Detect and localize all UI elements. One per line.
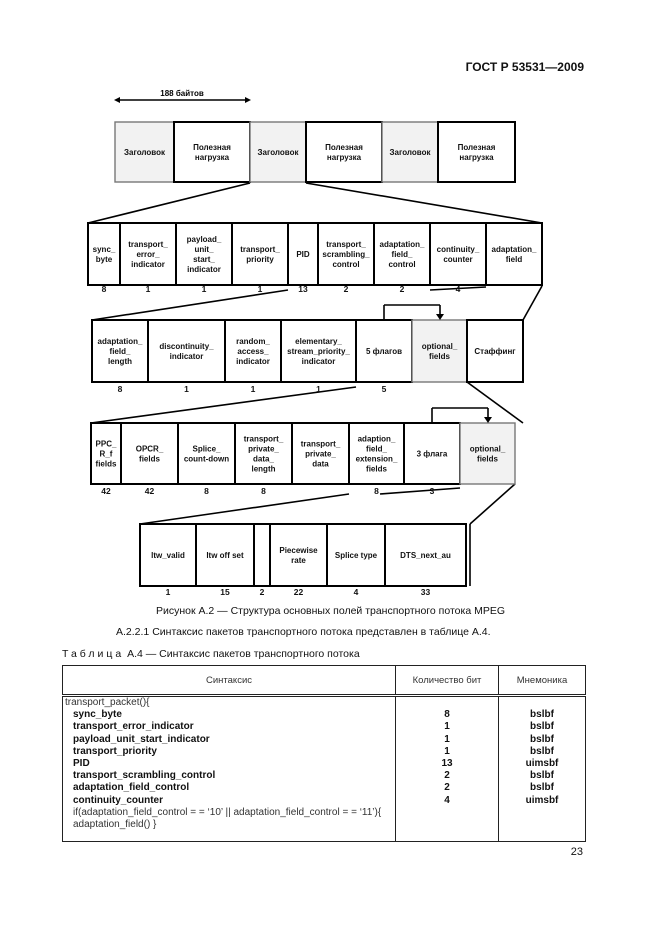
- table-caption-text: А.4 — Синтаксис пакетов транспортного потока: [124, 648, 360, 660]
- syntax-field: transport_scrambling_control: [73, 770, 216, 782]
- field-label: elementary_: [295, 337, 342, 346]
- field-label: нагрузка: [194, 153, 230, 162]
- col-header-syntax: Синтаксис: [63, 666, 396, 696]
- field-box: [121, 423, 178, 484]
- bit-count: 8: [204, 486, 209, 496]
- field-box: [412, 320, 467, 382]
- field-label: ltw_valid: [151, 551, 185, 560]
- field-label: transport_: [240, 245, 280, 254]
- field-label: transport_: [128, 240, 168, 249]
- field-label: continuity_: [436, 245, 480, 254]
- mnemonic-value: bslbf: [530, 770, 554, 782]
- syntax-condition: if(adaptation_field_control = = ‘10’ || adaptation_field_control = = ‘11’){: [73, 806, 382, 818]
- field-label: private_: [248, 444, 279, 454]
- field-label: Стаффинг: [474, 347, 516, 356]
- syntax-table: [62, 665, 586, 842]
- field-box: [232, 223, 288, 285]
- mnemonic-value: uimsbf: [525, 757, 559, 769]
- field-label: error_: [136, 250, 160, 259]
- field-label: field_: [366, 444, 387, 454]
- bits-value: 13: [441, 757, 453, 769]
- mnemonic-value: uimsbf: [525, 794, 559, 806]
- bit-count: 22: [293, 587, 304, 597]
- bit-count: 13: [298, 284, 308, 294]
- bits-value: 4: [444, 794, 450, 806]
- field-label: adaptation_: [379, 240, 425, 249]
- syntax-condition-body: adaptation_field() }: [73, 818, 157, 830]
- field-box: [254, 524, 270, 586]
- bit-count: 1: [250, 384, 256, 394]
- mnemonic-cell: [499, 696, 586, 842]
- bit-count: 1: [145, 284, 151, 294]
- field-label: access_: [237, 347, 269, 356]
- field-label: 3 флага: [416, 449, 448, 459]
- field-label: count-down: [183, 454, 230, 464]
- field-label: optional_: [469, 444, 506, 454]
- mnemonic-value: bslbf: [530, 782, 554, 794]
- syntax-field: continuity_counter: [73, 794, 164, 806]
- bit-count: 2: [259, 587, 265, 597]
- bit-count: 8: [117, 384, 123, 394]
- field-label: random_: [236, 337, 270, 346]
- field-label: DTS_next_au: [400, 551, 451, 560]
- field-label: start_: [193, 255, 215, 264]
- bit-count: 1: [316, 384, 321, 394]
- bit-count: 4: [353, 587, 359, 597]
- bits-value: 1: [444, 745, 450, 757]
- field-label: PPC_: [95, 439, 117, 449]
- field-box: [178, 423, 235, 484]
- bit-count: 2: [343, 284, 349, 294]
- page-number: 23: [570, 846, 583, 858]
- bytes-label: 188 байтов: [160, 89, 204, 98]
- field-label: stream_priority_: [287, 347, 350, 356]
- field-label: unit_: [194, 245, 214, 254]
- bit-count: 1: [201, 284, 207, 294]
- bit-count: 15: [220, 587, 230, 597]
- figure-caption: Рисунок А.2 — Структура основных полей транспортного потока MPEG: [155, 605, 505, 617]
- field-label: indicator: [301, 357, 336, 366]
- packet-stream-row: [115, 122, 515, 182]
- field-label: payload_: [186, 235, 222, 244]
- field-label: Полезная: [193, 143, 231, 152]
- field-label: fields: [477, 454, 498, 464]
- field-box: [235, 423, 292, 484]
- bits-cell: [396, 696, 499, 842]
- bits-value: 1: [444, 721, 450, 733]
- syntax-field: payload_unit_start_indicator: [73, 733, 210, 745]
- table-caption-prefix: Таблица: [62, 648, 125, 660]
- field-box: [430, 223, 486, 285]
- bit-count: 33: [420, 587, 431, 597]
- field-label: indicator: [131, 260, 165, 269]
- bit-count: 1: [257, 284, 263, 294]
- syntax-field: transport_priority: [73, 745, 157, 757]
- field-label: Заголовок: [124, 148, 165, 157]
- packet-header-row: [88, 223, 542, 294]
- field-box: [88, 223, 120, 285]
- bit-count: 2: [399, 284, 405, 294]
- field-box: [438, 122, 515, 182]
- field-label: Заголовок: [389, 148, 431, 157]
- field-label: control: [388, 260, 416, 269]
- field-label: Splice_: [192, 444, 221, 454]
- field-label: 5 флагов: [365, 347, 403, 356]
- field-label: transport_: [326, 240, 366, 249]
- syntax-field: sync_byte: [73, 709, 122, 721]
- field-label: optional_: [421, 342, 458, 351]
- syntax-cell: [63, 696, 396, 842]
- field-label: field_: [109, 347, 131, 356]
- bits-value: 2: [444, 770, 450, 782]
- syntax-field: adaptation_field_control: [73, 782, 190, 794]
- field-label: field: [505, 255, 523, 264]
- field-label: byte: [95, 255, 113, 264]
- syntax-field: transport_error_indicator: [73, 721, 194, 733]
- adaptation-extension-row: [140, 524, 466, 597]
- field-label: Полезная: [457, 143, 496, 152]
- field-label: priority: [246, 255, 274, 264]
- bit-count: 8: [101, 284, 107, 294]
- field-label: indicator: [187, 265, 221, 274]
- field-label: adaptation_: [491, 245, 537, 254]
- field-label: fields: [95, 459, 117, 469]
- field-label: length: [108, 357, 132, 366]
- field-label: OPCR_: [135, 444, 164, 454]
- field-label: Полезная: [325, 143, 363, 152]
- bit-count: 4: [455, 284, 461, 294]
- syntax-open: transport_packet(){: [65, 697, 150, 708]
- field-label: transport_: [243, 434, 284, 444]
- syntax-field: PID: [73, 757, 90, 769]
- field-label: extension_: [355, 454, 398, 464]
- field-box: [349, 423, 404, 484]
- bit-count: 3: [429, 486, 435, 496]
- field-label: Piecewise: [279, 546, 318, 555]
- field-label: Заголовок: [257, 148, 299, 157]
- field-label: нагрузка: [326, 153, 362, 162]
- field-label: ltw off set: [206, 551, 244, 560]
- field-box: [460, 423, 515, 484]
- bit-count: 42: [101, 486, 111, 496]
- field-box: [174, 122, 250, 182]
- field-label: нагрузка: [459, 153, 494, 162]
- field-label: data: [312, 459, 329, 469]
- field-label: private_: [305, 449, 336, 459]
- document-header: ГОСТ Р 53531—2009: [465, 60, 584, 74]
- field-box: [176, 223, 232, 285]
- mnemonic-value: bslbf: [530, 733, 554, 745]
- field-box: [148, 320, 225, 382]
- bits-value: 1: [444, 733, 450, 745]
- field-label: Splice type: [334, 551, 378, 560]
- field-box: [306, 122, 382, 182]
- field-label: scrambling_: [322, 250, 370, 259]
- bit-count: 1: [165, 587, 171, 597]
- bit-count: 5: [381, 384, 387, 394]
- field-label: fields: [139, 454, 160, 464]
- field-label: length: [251, 464, 276, 474]
- bit-count: 42: [144, 486, 155, 496]
- field-label: transport_: [300, 439, 341, 449]
- bit-count: 8: [261, 486, 266, 496]
- col-header-mnemonic: Мнемоника: [499, 666, 586, 696]
- bits-value: 2: [444, 782, 450, 794]
- col-header-bits: Количество бит: [396, 666, 499, 696]
- bits-value: 8: [444, 709, 450, 721]
- field-label: indicator: [169, 352, 204, 361]
- field-label: PID: [296, 250, 310, 259]
- field-label: adaption_: [357, 434, 396, 444]
- bit-count: 8: [374, 486, 379, 496]
- paragraph: А.2.2.1 Синтаксис пакетов транспортного потока представлен в таблице А.4.: [116, 626, 491, 638]
- mnemonic-value: bslbf: [530, 745, 554, 757]
- optional-fields-row: [91, 423, 515, 496]
- field-box: [270, 524, 327, 586]
- field-label: adaptation_: [97, 337, 143, 346]
- field-label: sync_: [92, 245, 116, 254]
- mnemonic-value: bslbf: [530, 721, 554, 733]
- table-row: [63, 696, 586, 842]
- field-label: rate: [291, 556, 306, 565]
- bit-count: 1: [184, 384, 189, 394]
- field-label: discontinuity_: [159, 342, 214, 351]
- field-label: indicator: [236, 357, 270, 366]
- table-caption: [62, 648, 360, 660]
- field-label: R_f: [99, 449, 113, 459]
- field-label: data_: [253, 454, 274, 464]
- field-label: field_: [391, 250, 413, 259]
- mnemonic-value: bslbf: [530, 709, 554, 721]
- field-label: fields: [429, 352, 450, 361]
- adaptation-field-row: [92, 320, 523, 394]
- field-box: [486, 223, 542, 285]
- field-label: control: [332, 260, 360, 269]
- field-label: fields: [366, 464, 387, 474]
- field-label: counter: [443, 255, 473, 264]
